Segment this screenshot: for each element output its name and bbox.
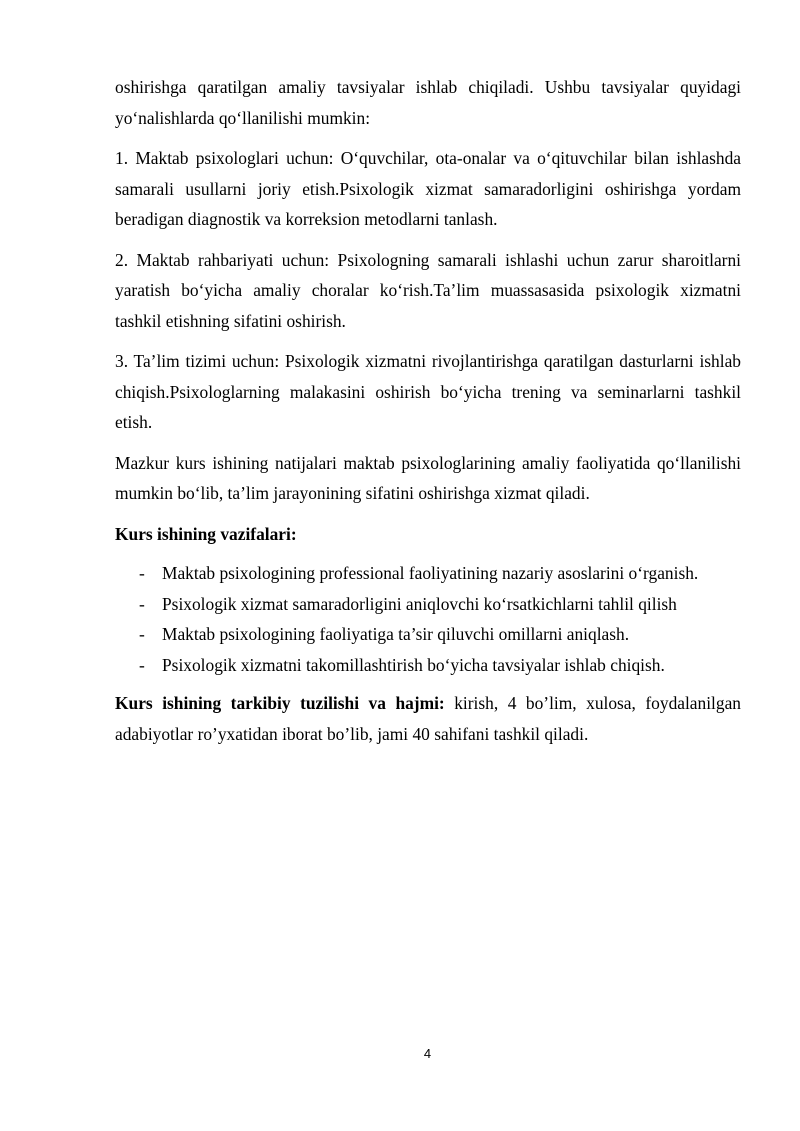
list-dash: - (139, 624, 145, 644)
task-item (115, 619, 741, 650)
structure-label: Kurs ishining tarkibiy tuzilishi va hajmi: (115, 693, 445, 713)
task-item (115, 558, 741, 589)
tasks-list (115, 558, 741, 680)
task-text: Maktab psixologining professional faoliyatining nazariy asoslarini o‘rganish. (162, 563, 699, 583)
recommendation-school-psychologists: 1. Maktab psixologlari uchun: O‘quvchilar, ota-onalar va o‘qituvchilar bilan ishlashda samarali usullarni joriy etish.Psixologik xizmat samaradorligini oshirishga yordam beradigan diagnostik va korreksion metodlarni tanlash. (115, 148, 741, 229)
recommendation-school-administration: 2. Maktab rahbariyati uchun: Psixologning samarali ishlashi uchun zarur sharoitlarni yaratish bo‘yicha amaliy choralar ko‘rish.Ta’lim muassasasida psixologik xizmatni tashkil etishning sifatini oshirish. (115, 249, 741, 331)
list-dash: - (139, 654, 145, 675)
task-text: Maktab psixologining faoliyatiga ta’sir qiluvchi omillarni aniqlash. (162, 624, 630, 644)
structure-paragraph (115, 688, 741, 749)
task-item (115, 589, 741, 620)
structure-text: kirish, 4 bo’lim, xulosa, foydalanilgan adabiyotlar ro’yxatidan iborat bo’lib, jami 40 sahifani tashkil qiladi. (115, 693, 741, 744)
intro-continuation: oshirishga qaratilgan amaliy tavsiyalar ishlab chiqiladi. Ushbu tavsiyalar quyidagi yo‘nalishlarda qo‘llanilishi mumkin: (115, 77, 741, 128)
task-text: Psixologik xizmat samaradorligini aniqlovchi ko‘rsatkichlarni tahlil qilish (162, 593, 677, 614)
document-page (115, 72, 741, 759)
results-paragraph: Mazkur kurs ishining natijalari maktab psixologlarining amaliy faoliyatida qo‘llanilishi mumkin bo‘lib, ta’lim jarayonining sifatini oshirishga xizmat qiladi. (115, 452, 741, 503)
recommendation-education-system: 3. Ta’lim tizimi uchun: Psixologik xizmatni rivojlantirishga qaratilgan dasturlarni ishlab chiqish.Psixologlarning malakasini oshirish bo‘yicha trening va seminarlarni tashkil etish. (115, 351, 741, 432)
page-number: 4 (423, 1046, 432, 1061)
list-dash: - (139, 563, 145, 583)
tasks-heading: Kurs ishining vazifalari: (115, 523, 297, 544)
task-item (115, 650, 741, 681)
list-dash: - (139, 593, 145, 614)
task-text: Psixologik xizmatni takomillashtirish bo‘yicha tavsiyalar ishlab chiqish. (162, 654, 665, 675)
